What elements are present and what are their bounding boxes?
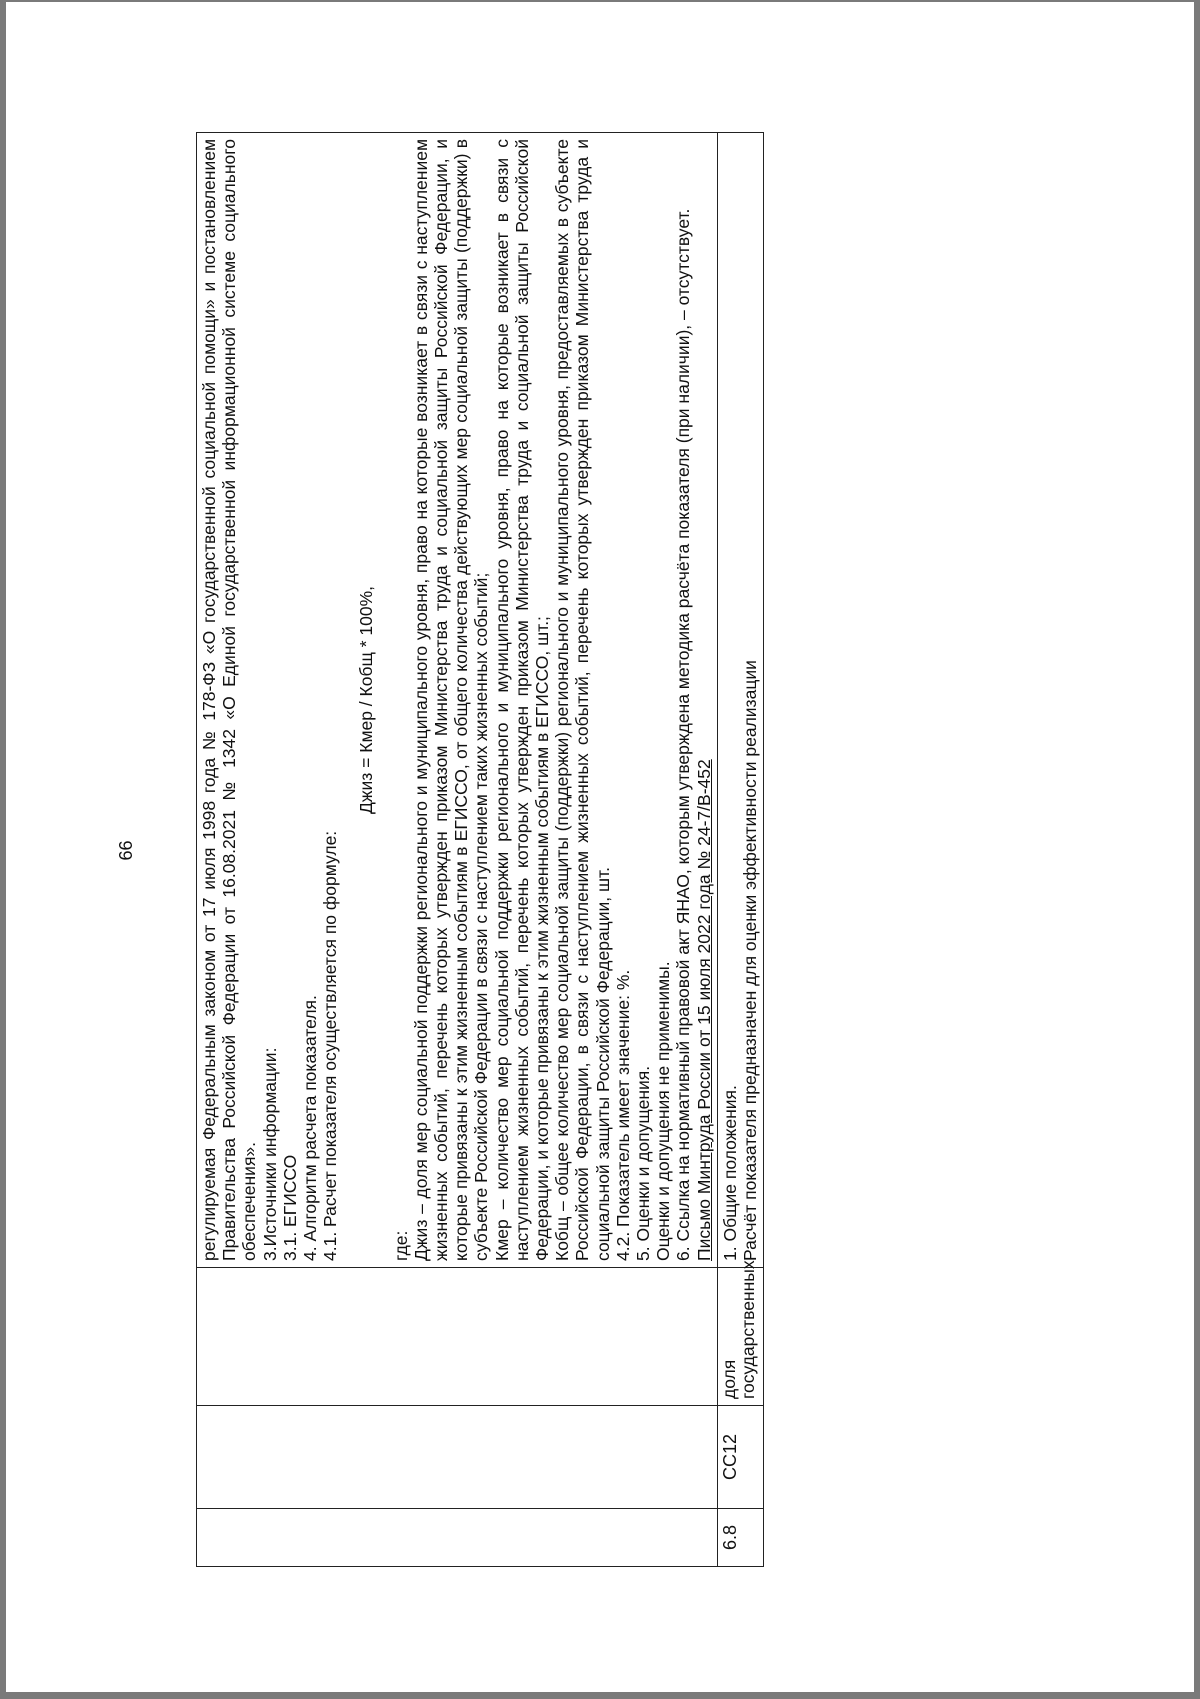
rotated-page-content	[6, 2, 1200, 1699]
text-paragraph: Расчёт показателя предназначен для оценки эффективности реализации	[740, 660, 761, 1261]
text-paragraph: 1. Общие положения.	[719, 1085, 740, 1261]
text-paragraph: 3.1. ЕГИССО	[279, 1154, 300, 1261]
text-paragraph: 4.1. Расчет показателя осуществляется по формуле:	[320, 830, 341, 1261]
text-paragraph: 3.Источники информации:	[259, 1047, 280, 1261]
reference-letter: Письмо Минтруда России от 15 июля 2022 года № 24-7/В-452	[693, 759, 714, 1261]
row-name-cell	[197, 1268, 718, 1406]
definition-kobsch: Кобщ – общее количество мер социальной защиты (поддержки) регионального и муниципального уровня, предоставляемых в субъекте Российской Федерации, в связи с наступлением жизненных событий, перечень которых утвержден приказом Министерства труда и социальной защиты Российской Федерации, шт.	[552, 139, 613, 1261]
methodology-cell	[717, 133, 763, 1268]
text-paragraph: регулируемая Федеральным законом от 17 июля 1998 года № 178-ФЗ «О государственной социальной помощи» и постановлением Правительства Российской Федерации от 16.08.2021 № 1342 «О Единой государственной информационной системе социального обеспечения».	[199, 139, 260, 1261]
row-code-cell	[197, 1406, 718, 1509]
row-name-cell: доля государственных	[717, 1268, 763, 1406]
text-paragraph: 6. Ссылка на нормативный правовой акт ЯНАО, которым утверждена методика расчёта показателя (при наличии), – отсутствует.	[673, 208, 694, 1261]
definition-dziz: Джиз – доля мер социальной поддержки регионального и муниципального уровня, право на которые возникает в связи с наступлением жизненных событий, перечень которых утвержден приказом Министерства труда и социальной защиты Российской Федерации, и которые привязаны к этим жизненным событиям в ЕГИССО, от общего количества действующих мер социальной защиты (поддержки) в субъекте Российской Федерации в связи с наступлением таких жизненных событий;	[410, 139, 492, 1261]
row-code-cell: СС12	[717, 1406, 763, 1509]
document-page	[6, 2, 1194, 1692]
indicators-table	[196, 132, 764, 1567]
row-number-cell: 6.8	[717, 1509, 763, 1567]
text-paragraph: где:	[390, 1230, 411, 1261]
text-paragraph: 4. Алгоритм расчета показателя.	[300, 995, 321, 1261]
text-paragraph: Оценки и допущения не применимы.	[653, 961, 674, 1261]
table-row	[717, 133, 763, 1567]
page-number: 66	[116, 840, 136, 861]
text-paragraph: 5. Оценки и допущения.	[633, 1065, 654, 1261]
text-paragraph: 4.2. Показатель имеет значение: %.	[612, 969, 633, 1261]
methodology-cell	[197, 133, 718, 1268]
formula: Джиз = Кмер / Кобщ * 100%,	[356, 585, 377, 815]
table-row	[197, 133, 718, 1567]
row-number-cell	[197, 1509, 718, 1567]
definition-kmer: Кмер – количество мер социальной поддержки регионального и муниципального уровня, право на которые возникает в связи с наступлением жизненных событий, перечень которых утвержден приказом Министерства труда и социальной защиты Российской Федерации, и которые привязаны к этим жизненным событиям в ЕГИССО, шт.;	[491, 139, 553, 1261]
